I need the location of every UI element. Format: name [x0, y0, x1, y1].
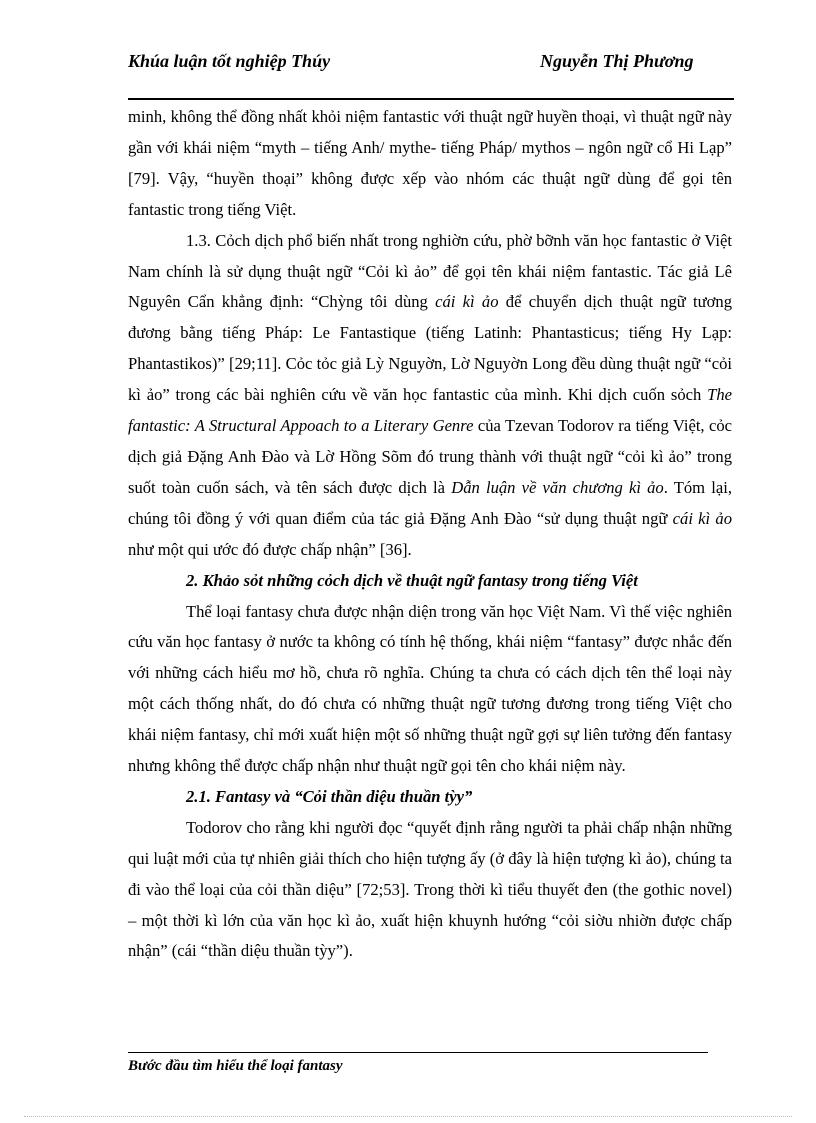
italic-book-title: The fantastic: A Structural Appoach to a Literary Genre	[128, 385, 732, 436]
italic-term: cái kì ảo	[672, 508, 733, 528]
page-bottom-dotted-line	[24, 1116, 792, 1117]
text-run: để chuyển dịch thuật ngữ tương đương bằng tiếng Pháp: Le Fantastique (tiếng Latinh: Phantasticus; tiếng Hy Lạp: Phantastikos)” [29;11]. Cỏc tỏc giả Lỳ Nguyờn, Lờ Nguyờn Long đều dùng thuật ngữ “cỏi kì ảo” trong các bài nghiên cứu về văn học fantastic của mình. Khi dịch cuốn sỏch	[128, 292, 733, 405]
text-run: 1.3. Cỏch dịch phổ biến nhất trong nghiờn cứu, phờ bỡnh văn học fantastic ở Việt Nam chính là sử dụng thuật ngữ “Cỏi kì ảo” để gọi tên khái niệm fantastic. Tác giả Lê Nguyên Cẩn khẳng định: “Chỳng tôi dùng	[128, 230, 732, 312]
paragraph-continuation: minh, không thể đồng nhất khỏi niệm fantastic với thuật ngữ huyền thoại, vì thuật ngữ này gần với khái niệm “myth – tiếng Anh/ mythe- tiếng Pháp/ mythos – ngôn ngữ cổ Hi Lạp” [79]. Vậy, “huyền thoại” không được xếp vào nhóm các thuật ngữ dùng để gọi tên fantastic trong tiếng Việt.	[128, 107, 732, 219]
text-run: . Tóm lại, chúng tôi đồng ý với quan điểm của tác giả Đặng Anh Đào “sử dụng thuật ngữ	[128, 477, 732, 528]
document-body	[128, 102, 732, 967]
page-footer: Bước đầu tìm hiểu thể loại fantasy	[128, 1058, 343, 1074]
italic-book-title-vn: Dẫn luận về văn chương kì ảo	[451, 477, 664, 497]
paragraph-1-3	[128, 226, 732, 566]
section-heading-2-1: 2.1. Fantasy và “Cỏi thần diệu thuần tỳy”	[186, 786, 473, 806]
italic-term: cái kì ảo	[435, 292, 499, 312]
paragraph-section-2-1: Todorov cho rằng khi người đọc “quyết định rằng người ta phải chấp nhận những qui luật mới của tự nhiên giải thích cho hiện tượng ấy (ở đây là hiện tượng kì ảo), chúng ta đi vào thể loại của cỏi thần diệu” [72;53]. Trong thời kì tiểu thuyết đen (the gothic novel) – một thời kì lớn của văn học kì ảo, xuất hiện khuynh hướng “cỏi siờu nhiờn được chấp nhận” (cái “thần diệu thuần tỳy”).	[128, 817, 732, 961]
header-divider	[128, 98, 734, 100]
header-thesis-title: Khúa luận tốt nghiệp Thúy	[128, 51, 331, 71]
text-run: như một qui ước đó được chấp nhận” [36].	[128, 539, 412, 559]
text-run: của Tzevan Todorov ra tiếng Việt, cỏc dịch giả Đặng Anh Đào và Lờ Hồng Sõm đó trung thành với thuật ngữ “cỏi kì ảo” trong suốt toàn cuốn sách, và tên sách được dịch là	[128, 416, 732, 497]
section-heading-2: 2. Khảo sỏt những cỏch dịch về thuật ngữ fantasy trong tiếng Việt	[186, 570, 638, 590]
header-author-name: Nguyễn Thị Phương	[540, 51, 694, 71]
paragraph-section-2: Thể loại fantasy chưa được nhận diện trong văn học Việt Nam. Vì thế việc nghiên cứu văn học fantasy ở nước ta không có tính hệ thống, khái niệm “fantasy” được nhắc đến với những cách hiểu mơ hồ, chưa rõ nghĩa. Chúng ta chưa có cách dịch tên thể loại này một cách thống nhất, do đó chưa có những thuật ngữ tương đương trong tiếng Việt cho khái niệm fantasy, chỉ mới xuất hiện một số những thuật ngữ gợi sự liên tưởng đến fantasy nhưng không thể được chấp nhận như thuật ngữ gọi tên cho khái niệm này.	[128, 601, 732, 776]
footer-divider	[128, 1052, 708, 1053]
